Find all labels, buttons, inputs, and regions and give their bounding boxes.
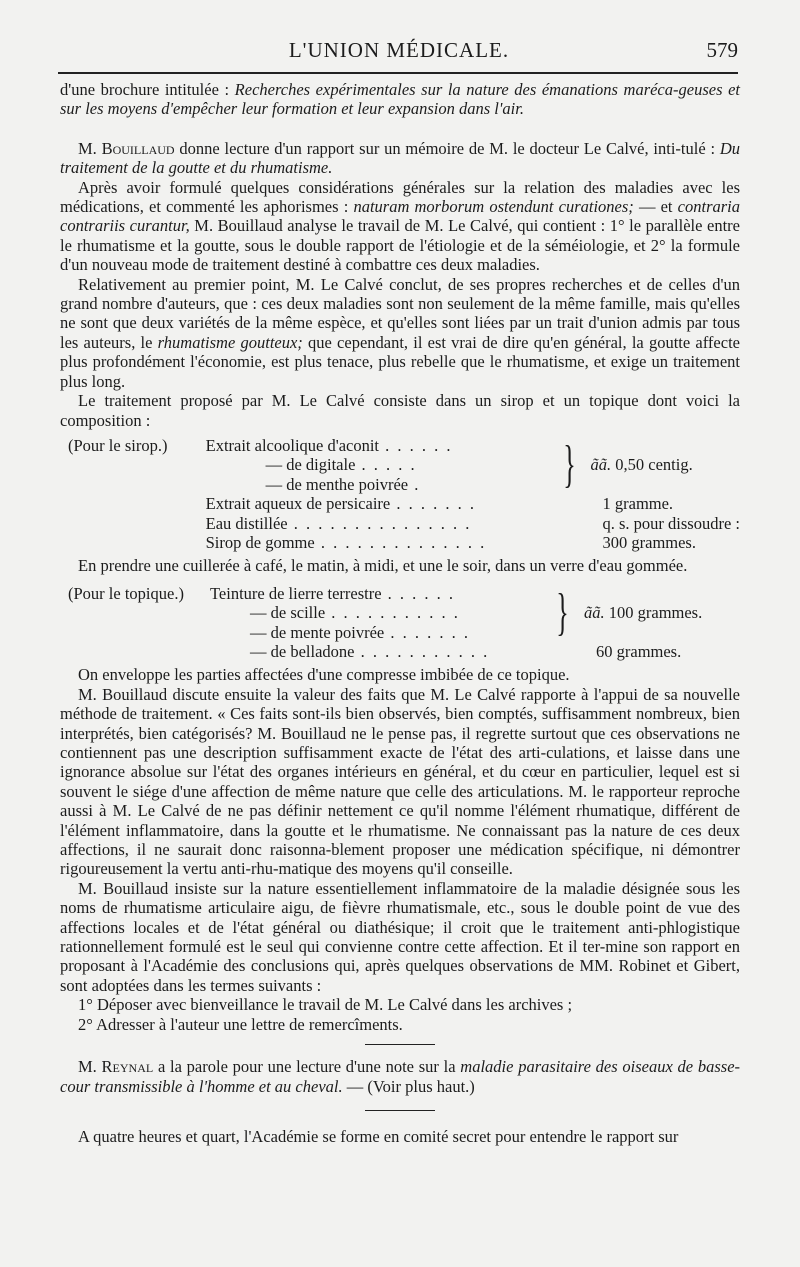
aphorism: contraria contrariis curantur,	[60, 197, 740, 236]
paragraph-text: Après avoir formulé quelques considérations générales sur la relation des maladies avec les médications, et commenté les aphorismes :	[60, 177, 740, 217]
ingredient: — de belladone . . . . . . . . . . .	[250, 641, 490, 661]
paragraph-text: M.	[78, 138, 102, 158]
ingredient: Teinture de lierre terrestre . . . . . .	[210, 583, 456, 603]
memoir-title: Du traitement de la goutte et du rhumatisme.	[60, 138, 740, 178]
paragraph-first-point	[60, 275, 740, 391]
aphorism: naturam morborum ostendunt curationes;	[353, 197, 634, 217]
paragraph-text: M.	[78, 1057, 102, 1077]
speaker-name: Bouillaud	[101, 138, 175, 158]
quantity: 1 gramme.	[602, 494, 674, 514]
ingredient: — de mente poivrée . . . . . . .	[250, 622, 470, 642]
paragraph-compress: On enveloppe les parties affectées d'une compresse imbibée de ce topique.	[78, 665, 570, 685]
sirop-formula	[68, 436, 740, 552]
speaker-name: Reynal	[101, 1057, 154, 1077]
quantity: 60 grammes.	[596, 641, 682, 661]
ingredient: — de digitale . . . . .	[265, 455, 417, 475]
ingredient: — de menthe poivrée .	[265, 474, 421, 494]
paragraph-treatment: Le traitement proposé par M. Le Calvé consiste dans un sirop et un topique dont voici la composition :	[60, 391, 740, 430]
group-quantity: ãã. 100 grammes.	[584, 603, 703, 623]
ingredient: Extrait aqueux de persicaire . . . . . . .	[205, 494, 476, 514]
ingredient: Eau distillée . . . . . . . . . . . . . . .	[205, 513, 472, 533]
paragraph-text: que cependant, il est vrai de dire qu'en général, la goutte affecte plus profondément l'économie, est plus tenace, plus rebelle que le rhumatisme, et exige un traitement plus long.	[60, 332, 740, 391]
header-rule	[58, 72, 738, 74]
paragraph-text: Relativement au premier point, M. Le Calvé conclut, de ses propres recherches et de celles d'un grand nombre d'auteurs, que : ces deux maladies sont non seulement de la même famille, mais qu'elles ne sont que deux variétés de la même espèce, et qu'elles sont liées par un trait d'union admis par tous les auteurs, le	[60, 274, 740, 352]
article-body	[60, 80, 740, 1146]
quantity: q. s. pour dissoudre :	[602, 513, 740, 533]
brace: }	[556, 583, 569, 641]
formula-label: (Pour le sirop.)	[68, 435, 168, 455]
brochure-title: Recherches expérimentales sur la nature des émanations maréca-geuses et sur les moyens d'empêcher leur formation et leur expansion dans l'air.	[60, 80, 740, 119]
ingredient: Sirop de gomme . . . . . . . . . . . . . .	[205, 532, 487, 552]
running-head	[60, 30, 738, 70]
note-title: maladie parasitaire des oiseaux de basse-cour transmissible à l'homme et au cheval.	[60, 1057, 741, 1096]
paragraph-secret-committee: A quatre heures et quart, l'Académie se forme en comité secret pour entendre le rapport sur	[78, 1126, 679, 1146]
brace: }	[563, 435, 577, 493]
paragraph-text: M. Bouillaud analyse le travail de M. Le Calvé, qui contient : 1° le parallèle entre le rhumatisme et la goutte, sous le double rapport de l'étiologie et de la séméiologie, et 2° la formule d'un nouveau mode de traitement destiné à combattre ces deux maladies.	[60, 216, 740, 275]
ingredient: Extrait alcoolique d'aconit . . . . . .	[205, 435, 453, 455]
section-divider	[365, 1044, 435, 1045]
paragraph-text: a la parole pour une lecture d'une note sur la	[153, 1057, 461, 1077]
conclusion-item: 1° Déposer avec bienveillance le travail de M. Le Calvé dans les archives ;	[78, 995, 573, 1015]
paragraph-reynal	[60, 1057, 740, 1096]
formula-label: (Pour le topique.)	[68, 583, 184, 603]
conclusion-item: 2° Adresser à l'auteur une lettre de remercîments.	[78, 1014, 403, 1034]
paragraph-considerations	[60, 178, 740, 275]
ingredient: — de scille . . . . . . . . . . .	[250, 603, 460, 623]
paragraph-text: — et	[633, 197, 678, 217]
paragraph-inflammatory: M. Bouillaud insiste sur la nature essentiellement inflammatoire de la maladie désignée sous les noms de rhumatisme articulaire aigu, de fièvre rhumatismale, etc., sous le double point de vue des affections locales et de l'état général ou diathésique; il croit que le traitement anti-phlogistique rationnellement formulé est le seul qui convienne contre cette affection. Et il ter-mine son rapport en proposant à l'Académie des conclusions qui, après quelques observations de MM. Robinet et Gibert, sont adoptées dans les termes suivants :	[60, 878, 740, 995]
paragraph-bouillaud-report	[60, 139, 740, 178]
quantity: 300 grammes.	[602, 532, 696, 552]
page-number: 579	[706, 38, 738, 62]
paragraph-discussion: M. Bouillaud discute ensuite la valeur des faits que M. Le Calvé rapporte à l'appui de sa nouvelle méthode de traitement. « Ces faits sont-ils bien observés, bien comptés, suffisamment nombreux, bien interprétés, bien catégorisés? M. Bouillaud ne le pense pas, il regrette surtout que ces observations ne contiennent pas une description suffisamment exacte de l'état des arti-culations, et laisse dans une ignorance absolue sur l'état des organes intérieurs en général, et du cœur en particulier, lequel est si souvent le siége d'une affection de même nature que celle des articulations. M. le rapporteur reproche aussi à M. Le Calvé de ne pas définir nettement ce qu'il nomme l'élément rhumatique, différent de l'élément inflammatoire, dans la goutte et le rhumatisme. Ne connaissant pas la nature de ces deux affections, il ne saurait donc raisonna-blement proposer une médication spécifique, ni démontrer rigoureusement la vertu anti-rhu-matique des moyens qu'il conseille.	[60, 684, 740, 879]
section-divider	[365, 1110, 435, 1111]
paragraph-dosage: En prendre une cuillerée à café, le matin, à midi, et une le soir, dans un verre d'eau gommée.	[78, 556, 688, 576]
paragraph-text: donne lecture d'un rapport sur un mémoire de M. le docteur Le Calvé, inti-tulé :	[174, 138, 720, 158]
paragraph-brochure	[60, 80, 740, 119]
group-quantity: ãã. 0,50 centig.	[590, 455, 693, 475]
paragraph-text: d'une brochure intitulée :	[60, 80, 235, 99]
topique-formula	[68, 584, 702, 662]
term-italic: rhumatisme goutteux;	[157, 332, 303, 352]
paragraph-text: — (Voir plus haut.)	[342, 1076, 475, 1096]
running-title: L'UNION MÉDICALE.	[288, 38, 510, 62]
